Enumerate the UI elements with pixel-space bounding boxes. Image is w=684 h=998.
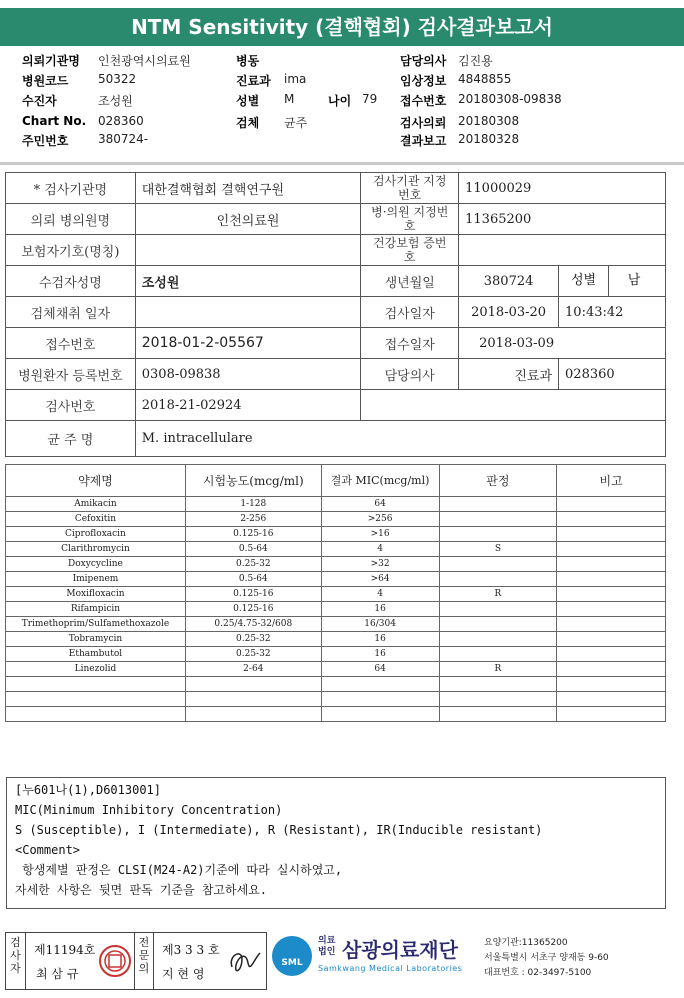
receipt-label: 접수번호: [400, 94, 447, 108]
hospital-code-value: 50322: [98, 72, 137, 86]
drug-row: [6, 542, 666, 557]
drug-judge-cell: R: [439, 587, 557, 602]
sex-info-value: 남: [627, 273, 641, 288]
drug-mic-cell: 16: [321, 632, 439, 647]
address-block: [484, 936, 609, 981]
drug-mic-cell: 16/304: [321, 617, 439, 632]
drug-row: [6, 587, 666, 602]
drug-judge-cell: S: [439, 542, 557, 557]
drug-judge-cell: [439, 677, 557, 692]
drug-mic-cell: 16: [321, 602, 439, 617]
institution-label: 의뢰기관명: [22, 54, 80, 68]
test-date-value: 2018-03-20: [459, 297, 559, 328]
drug-row: [6, 512, 666, 527]
note-line: MIC(Minimum Inhibitory Concentration): [15, 803, 283, 817]
patient-label: 수검자성명: [6, 266, 136, 297]
drug-conc-cell: [185, 677, 321, 692]
drug-judge-cell: [439, 572, 557, 587]
sex-label: 성별: [236, 94, 260, 108]
birth-label: 생년월일: [361, 266, 459, 297]
drug-judge-cell: [439, 602, 557, 617]
insured-label: 보험자기호(명칭): [6, 235, 136, 266]
drug-mic-cell: 64: [321, 497, 439, 512]
drug-judge-cell: [439, 692, 557, 707]
health-value: [459, 235, 666, 266]
drug-name-cell: Trimethoprim/Sulfamethoxazole: [6, 617, 186, 632]
ref-hospital-label: 의뢰 병의원명: [6, 204, 136, 235]
clinical-label: 임상정보: [400, 74, 447, 88]
drug-row: [6, 707, 666, 722]
collect-label: 검체채취 일자: [6, 297, 136, 328]
drug-remark-cell: [557, 527, 666, 542]
drug-remark-cell: [557, 632, 666, 647]
lab-code-label: 검사기관 지정번호: [361, 173, 459, 204]
drug-conc-cell: [185, 707, 321, 722]
test-label: 검체: [236, 116, 260, 130]
drug-name-cell: Amikacin: [6, 497, 186, 512]
drug-judge-cell: [439, 707, 557, 722]
drug-conc-cell: 0.25/4.75-32/608: [185, 617, 321, 632]
doctor-label: 담당의사: [400, 54, 447, 68]
report-date-label: 결과보고: [400, 134, 447, 148]
specialist-name: 지 현 영: [162, 967, 205, 981]
col-header-mic: 결과 MIC(mcg/ml): [321, 465, 439, 497]
receipt-date-value: 2018-03-09: [459, 328, 666, 359]
drug-remark-cell: [557, 572, 666, 587]
notes-box: [6, 777, 666, 909]
drug-name-cell: [6, 707, 186, 722]
drug-judge-cell: [439, 557, 557, 572]
lab-label: * 검사기관명: [6, 173, 136, 204]
drug-conc-cell: 0.5-64: [185, 542, 321, 557]
lab-code-value: 11000029: [459, 173, 666, 204]
drug-row: [6, 632, 666, 647]
drug-conc-cell: [185, 692, 321, 707]
drug-judge-cell: [439, 497, 557, 512]
header-divider: [0, 162, 684, 165]
collect-value: [135, 297, 361, 328]
drug-conc-cell: 0.25-32: [185, 632, 321, 647]
sex-value: M: [284, 92, 295, 106]
species-value: M. intracellulare: [135, 421, 665, 457]
receipt-info-value: 2018-01-2-05567: [135, 328, 361, 359]
col-header-drug: 약제명: [6, 465, 186, 497]
drug-remark-cell: [557, 542, 666, 557]
drug-name-cell: Clarithromycin: [6, 542, 186, 557]
drug-name-cell: Doxycycline: [6, 557, 186, 572]
drug-conc-cell: 0.25-32: [185, 557, 321, 572]
drug-row: [6, 602, 666, 617]
drug-row: [6, 647, 666, 662]
receipt-date-label: 접수일자: [361, 328, 459, 359]
drug-name-cell: [6, 677, 186, 692]
reg-label: 병원환자 등록번호: [6, 359, 136, 390]
drug-mic-cell: 64: [321, 662, 439, 677]
sml-logo-icon: SML: [272, 936, 312, 976]
receiver-value: 조성원: [98, 94, 133, 108]
drug-remark-cell: [557, 707, 666, 722]
drug-row: [6, 527, 666, 542]
address-line: 대표번호 : 02-3497-5100: [484, 968, 592, 978]
col-header-remark: 비고: [557, 465, 666, 497]
specialist-label: 전문의: [134, 933, 154, 989]
drug-conc-cell: 0.25-32: [185, 647, 321, 662]
species-label: 균 주 명: [6, 421, 136, 457]
drug-judge-cell: [439, 512, 557, 527]
receiver-label: 수진자: [22, 94, 57, 108]
request-value: 20180308: [458, 114, 520, 128]
drug-conc-cell: 0.125-16: [185, 527, 321, 542]
hospital-code-label: 병원코드: [22, 74, 69, 88]
drug-judge-cell: [439, 527, 557, 542]
doctor-value: 김진용: [458, 54, 493, 68]
drug-conc-cell: 0.125-16: [185, 587, 321, 602]
age-value: 79: [362, 92, 378, 106]
drug-remark-cell: [557, 587, 666, 602]
report-footer: [0, 930, 684, 990]
drug-mic-cell: [321, 707, 439, 722]
test-value: 균주: [284, 116, 308, 130]
drug-remark-cell: [557, 662, 666, 677]
receipt-value: 20180308-09838: [458, 92, 562, 106]
drug-remark-cell: [557, 617, 666, 632]
note-line: [누601나(1),D6013001]: [15, 783, 162, 797]
drug-name-cell: Imipenem: [6, 572, 186, 587]
lab-value: 대한결핵협회 결핵연구원: [135, 173, 361, 204]
address-line: 서울특별시 서초구 양재동 9-60: [484, 953, 609, 963]
test-time-value: 10:43:42: [559, 297, 666, 328]
drug-judge-cell: R: [439, 662, 557, 677]
drug-row: [6, 572, 666, 587]
drug-mic-cell: 4: [321, 542, 439, 557]
drug-mic-cell: >32: [321, 557, 439, 572]
chart-no-label: Chart No.: [22, 114, 87, 128]
brand-name: 삼광의료재단: [342, 938, 458, 962]
drug-remark-cell: [557, 647, 666, 662]
test-date-label: 검사일자: [361, 297, 459, 328]
drug-row: [6, 497, 666, 512]
verifier-label: 검사자: [6, 933, 26, 989]
note-line: S (Susceptible), I (Intermediate), R (Resistant), IR(Inducible resistant): [15, 823, 543, 837]
verifier-no: 제11194호: [34, 943, 96, 957]
signature-box: [5, 932, 267, 990]
drug-row: [6, 662, 666, 677]
verifier-name: 최 삼 규: [36, 967, 79, 981]
drug-row: [6, 692, 666, 707]
receipt-info-label: 접수번호: [6, 328, 136, 359]
report-date-value: 20180328: [458, 132, 520, 146]
drug-remark-cell: [557, 557, 666, 572]
drug-name-cell: Ciprofloxacin: [6, 527, 186, 542]
drug-conc-cell: 2-256: [185, 512, 321, 527]
drug-mic-cell: 16: [321, 647, 439, 662]
patient-value: 조성원: [135, 266, 361, 297]
drug-remark-cell: [557, 692, 666, 707]
drug-row: [6, 677, 666, 692]
note-line: 자세한 사항은 뒷면 판독 기준을 참고하세요.: [15, 883, 268, 897]
drug-mic-cell: [321, 692, 439, 707]
drug-conc-cell: 1-128: [185, 497, 321, 512]
drug-mic-cell: [321, 677, 439, 692]
ward-label: 병동: [236, 54, 260, 68]
drug-name-cell: Linezolid: [6, 662, 186, 677]
birth-value: 380724: [459, 266, 559, 297]
dept-label: 진료과: [236, 74, 271, 88]
drug-mic-cell: 4: [321, 587, 439, 602]
clinical-value: 4848855: [458, 72, 512, 86]
reg-value: 0308-09838: [135, 359, 361, 390]
drug-conc-cell: 0.5-64: [185, 572, 321, 587]
drug-mic-cell: >256: [321, 512, 439, 527]
age-label: 나이: [328, 94, 352, 108]
exam-value: 2018-21-02924: [135, 390, 361, 421]
col-header-conc: 시험농도(mcg/ml): [185, 465, 321, 497]
brand-english: Samkwang Medical Laboratories: [318, 964, 463, 973]
address-line: 요양기관:11365200: [484, 938, 568, 948]
institution-value: 인천광역시의료원: [98, 54, 191, 68]
insured-value: [135, 235, 361, 266]
chart-no-value: 028360: [98, 114, 144, 128]
drug-name-cell: Moxifloxacin: [6, 587, 186, 602]
drug-remark-cell: [557, 497, 666, 512]
exam-label: 검사번호: [6, 390, 136, 421]
note-line: 항생제별 판정은 CLSI(M24-A2)기준에 따라 실시하였고,: [15, 863, 343, 877]
drug-judge-cell: [439, 632, 557, 647]
resident-no-label: 주민번호: [22, 134, 69, 148]
health-label: 건강보험 증번호: [361, 235, 459, 266]
drug-remark-cell: [557, 512, 666, 527]
drug-name-cell: Ethambutol: [6, 647, 186, 662]
drug-row: [6, 557, 666, 572]
drug-judge-cell: [439, 647, 557, 662]
report-title: NTM Sensitivity (결핵협회) 검사결과보고서: [0, 8, 684, 46]
specialist-no: 제3 3 3 호: [162, 943, 220, 957]
drug-row: [6, 617, 666, 632]
dept-info-value: 028360: [559, 359, 666, 390]
drug-name-cell: Tobramycin: [6, 632, 186, 647]
ref-code-value: 11365200: [459, 204, 666, 235]
verifier-seal-icon: [98, 943, 132, 979]
drug-remark-cell: [557, 602, 666, 617]
drug-name-cell: [6, 692, 186, 707]
report-header: [22, 52, 662, 152]
dept-info-label: 진료과: [459, 359, 559, 390]
brand-prefix: 의료 법인: [318, 936, 336, 957]
drug-remark-cell: [557, 677, 666, 692]
resident-no-value: 380724-: [98, 132, 149, 146]
patient-info-table: [5, 172, 666, 457]
drug-mic-cell: >64: [321, 572, 439, 587]
col-header-judge: 판정: [439, 465, 557, 497]
drug-name-cell: Rifampicin: [6, 602, 186, 617]
drug-judge-cell: [439, 617, 557, 632]
doctor-info-label: 담당의사: [361, 359, 459, 390]
ref-hospital-value: 인천의료원: [135, 204, 361, 235]
sex-info-label: 성별: [559, 266, 609, 296]
drug-name-cell: Cefoxitin: [6, 512, 186, 527]
signature-icon: [226, 945, 264, 979]
request-label: 검사의뢰: [400, 116, 447, 130]
dept-value: ima: [284, 72, 307, 86]
drug-conc-cell: 0.125-16: [185, 602, 321, 617]
drug-sensitivity-table: [5, 464, 666, 722]
note-line: <Comment>: [15, 843, 81, 857]
drug-conc-cell: 2-64: [185, 662, 321, 677]
ref-code-label: 병·의원 지정번호: [361, 204, 459, 235]
drug-mic-cell: >16: [321, 527, 439, 542]
